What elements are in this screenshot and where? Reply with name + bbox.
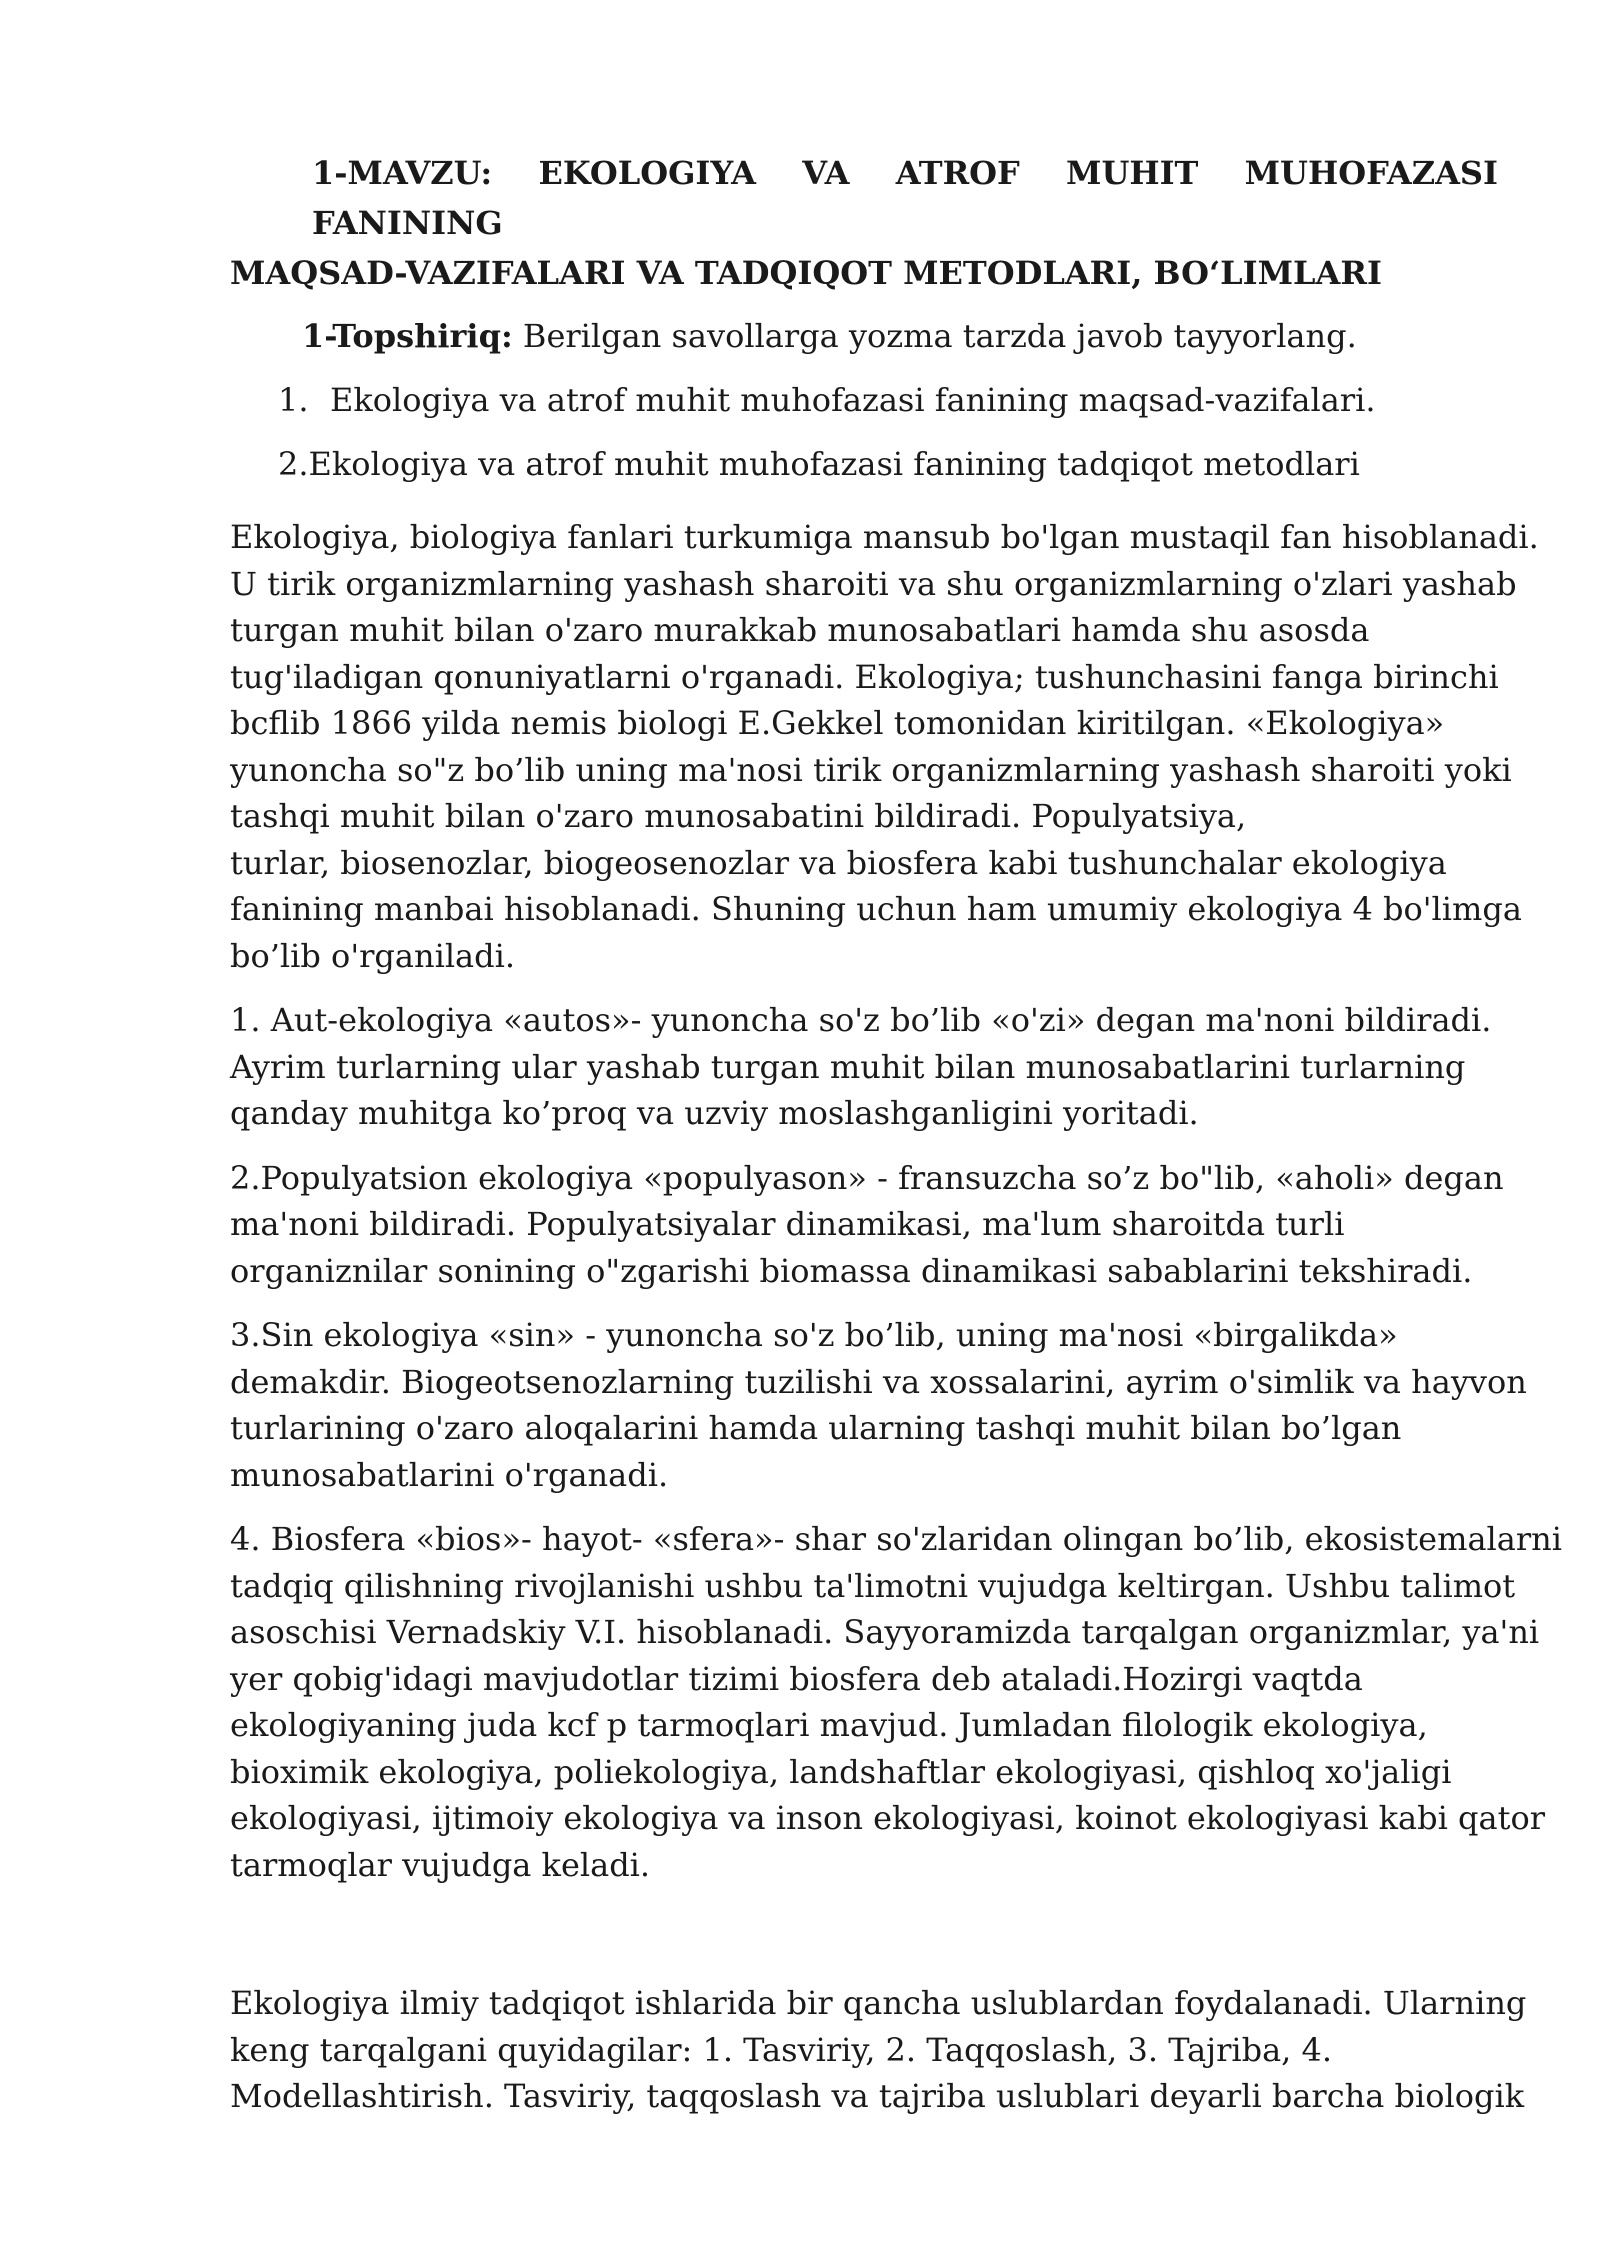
paragraph-autecology <box>230 997 1500 1137</box>
task-label: 1-Topshiriq: <box>302 317 513 355</box>
paragraph-line: Modellashtirish. Tasviriy, taqqoslash va tajriba uslublari deyarli barcha biologik <box>230 2077 1525 2115</box>
paragraph-line: bo’lib o'rganiladi. <box>230 936 516 975</box>
paragraph-line: Ekologiya, biologiya fanlari turkumiga mansub bo'lgan mustaqil fan hisoblanadi. <box>230 518 1539 556</box>
paragraph-methods <box>230 1980 1527 2120</box>
question-2 <box>230 440 1500 488</box>
document-page <box>230 148 1562 2120</box>
paragraph-line: Ayrim turlarning ular yashab turgan muhit bilan munosabatlarini turlarning <box>230 1047 1466 1086</box>
question-1-text: Ekologiya va atrof muhit muhofazasi fanining maqsad-vazifalari. <box>330 381 1376 419</box>
title-line-2: MAQSAD-VAZIFALARI VA TADQIQOT METODLARI, BO‘LIMLARI <box>230 254 1382 292</box>
paragraph-line: demakdir. Biogeotsenozlarning tuzilishi va xossalarini, ayrim o'simlik va hayvon <box>230 1362 1527 1401</box>
paragraph-biosphere <box>230 1516 1562 1888</box>
task-text: Berilgan savollarga yozma tarzda javob tayyorlang. <box>512 317 1357 355</box>
task-line <box>230 312 1500 360</box>
paragraph-line: turgan muhit bilan o'zaro murakkab munosabatlari hamda shu asosda <box>230 611 1370 649</box>
paragraph-intro <box>230 514 1539 979</box>
paragraph-line: U tirik organizmlarning yashash sharoiti va shu organizmlarning o'zlari yashab <box>230 564 1517 603</box>
paragraph-line: 1. Aut-ekologiya «autos»- yunoncha so'z bo’lib «o'zi» degan ma'noni bildiradi. <box>230 1001 1492 1039</box>
paragraph-line: asoschisi Vernadskiy V.I. hisoblanadi. Sayyoramizda tarqalgan organizmlar, ya'ni <box>230 1613 1540 1651</box>
paragraph-line: bcflib 1866 yilda nemis biologi E.Gekkel tomonidan kiritilgan. «Ekologiya» <box>230 704 1445 742</box>
paragraph-line: munosabatlarini o'rganadi. <box>230 1455 669 1494</box>
paragraph-line: tashqi muhit bilan o'zaro munosabatini bildiradi. Populyatsiya, <box>230 797 1247 835</box>
paragraph-line: organiznilar sonining o"zgarishi biomassa dinamikasi sabablarini tekshiradi. <box>230 1251 1473 1290</box>
paragraph-line: ekologiyaning juda kcf p tarmoqlari mavjud. Jumladan filologik ekologiya, <box>230 1706 1428 1744</box>
title-line-1: 1-MAVZU: EKOLOGIYA VA ATROF MUHIT MUHOFAZASI FANINING <box>312 154 1498 242</box>
paragraph-line: keng tarqalgani quyidagilar: 1. Tasviriy, 2. Taqqoslash, 3. Tajriba, 4. <box>230 2030 1333 2069</box>
question-1 <box>230 376 1500 424</box>
paragraph-line: ekologiyasi, ijtimoiy ekologiya va inson ekologiyasi, koinot ekologiyasi kabi qator <box>230 1799 1545 1837</box>
paragraph-line: fanining manbai hisoblanadi. Shuning uchun ham umumiy ekologiya 4 bo'limga <box>230 890 1522 928</box>
paragraph-line: yunoncha so"z bo’lib uning ma'nosi tirik organizmlarning yashash sharoiti yoki <box>230 750 1512 789</box>
paragraph-line: tarmoqlar vujudga keladi. <box>230 1845 651 1884</box>
question-1-number: 1. <box>278 381 309 419</box>
paragraph-line: qanday muhitga ko’proq va uzviy moslashganligini yoritadi. <box>230 1094 1199 1132</box>
paragraph-line: yer qobig'idagi mavjudotlar tizimi biosfera deb ataladi.Hozirgi vaqtda <box>230 1659 1363 1698</box>
paragraph-line: bioximik ekologiya, poliekologiya, landshaftlar ekologiyasi, qishloq xo'jaligi <box>230 1752 1452 1791</box>
paragraph-line: tadqiq qilishning rivojlanishi ushbu ta'limotni vujudga keltirgan. Ushbu talimot <box>230 1566 1516 1605</box>
paragraph-line: ma'noni bildiradi. Populyatsiyalar dinamikasi, ma'lum sharoitda turli <box>230 1205 1345 1243</box>
paragraph-line: turlar, biosenozlar, biogeosenozlar va biosfera kabi tushunchalar ekologiya <box>230 843 1447 882</box>
paragraph-line: Ekologiya ilmiy tadqiqot ishlarida bir qancha uslublardan foydalanadi. Ularning <box>230 1984 1527 2022</box>
paragraph-line: tug'iladigan qonuniyatlarni o'rganadi. Ekologiya; tushunchasini fanga birinchi <box>230 657 1499 696</box>
paragraph-line: 2.Populyatsion ekologiya «populyason» - fransuzcha so’z bo"lib, «aholi» degan <box>230 1158 1504 1197</box>
question-2-text: 2.Ekologiya va atrof muhit muhofazasi fanining tadqiqot metodlari <box>278 445 1360 483</box>
paragraph-line: turlarining o'zaro aloqalarini hamda ularning tashqi muhit bilan bo’lgan <box>230 1409 1402 1447</box>
paragraph-population-ecology <box>230 1155 1504 1295</box>
paragraph-synecology <box>230 1312 1527 1498</box>
paragraph-line: 4. Biosfera «bios»- hayot- «sfera»- shar so'zlaridan olingan bo’lib, ekosistemalarni <box>230 1520 1562 1558</box>
paragraph-line: 3.Sin ekologiya «sin» - yunoncha so'z bo’lib, uning ma'nosi «birgalikda» <box>230 1316 1398 1354</box>
